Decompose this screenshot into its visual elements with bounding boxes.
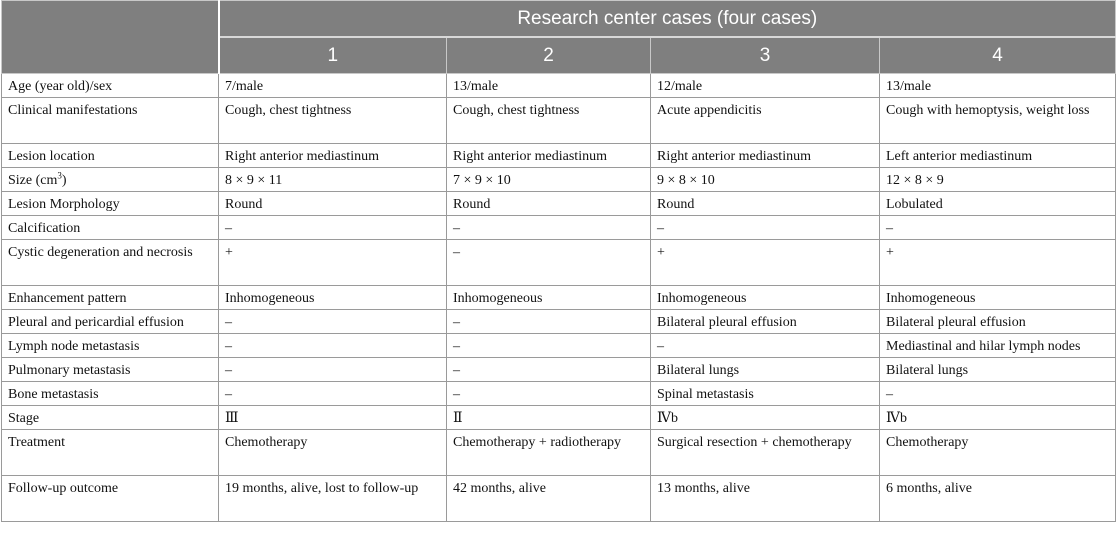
- row-label: Calcification: [2, 216, 219, 240]
- row-label: Enhancement pattern: [2, 286, 219, 310]
- cell-case-1: +: [219, 240, 447, 286]
- row-label: Pleural and pericardial effusion: [2, 310, 219, 334]
- cell-case-4: Bilateral pleural effusion: [880, 310, 1116, 334]
- cell-case-2: 13/male: [447, 74, 651, 98]
- row-stage: [2, 406, 1116, 430]
- row-pulmonary-metastasis: [2, 358, 1116, 382]
- row-size: [2, 168, 1116, 192]
- row-lesion-morphology: [2, 192, 1116, 216]
- cell-case-2: Inhomogeneous: [447, 286, 651, 310]
- row-label-superscript: 3: [57, 170, 62, 181]
- cell-case-3: Inhomogeneous: [651, 286, 880, 310]
- row-label: Age (year old)/sex: [2, 74, 219, 98]
- cell-case-1: –: [219, 216, 447, 240]
- row-follow-up-outcome: [2, 476, 1116, 522]
- row-label: Lesion Morphology: [2, 192, 219, 216]
- row-label-suffix: ): [61, 173, 67, 188]
- header-corner: [2, 1, 219, 74]
- row-label: Lesion location: [2, 144, 219, 168]
- cell-case-2: Ⅱ: [447, 406, 651, 430]
- cell-case-2: –: [447, 382, 651, 406]
- cell-case-2: Cough, chest tightness: [447, 98, 651, 144]
- cell-case-2: Round: [447, 192, 651, 216]
- cell-case-4: 6 months, alive: [880, 476, 1116, 522]
- cell-case-3: Bilateral lungs: [651, 358, 880, 382]
- cell-case-3: 13 months, alive: [651, 476, 880, 522]
- row-calcification: [2, 216, 1116, 240]
- cell-case-4: Left anterior mediastinum: [880, 144, 1116, 168]
- row-label: Bone metastasis: [2, 382, 219, 406]
- row-label: Lymph node metastasis: [2, 334, 219, 358]
- cell-case-3: +: [651, 240, 880, 286]
- row-enhancement-pattern: [2, 286, 1116, 310]
- cell-case-1: Ⅲ: [219, 406, 447, 430]
- cell-case-2: Chemotherapy + radiotherapy: [447, 430, 651, 476]
- cell-case-1: –: [219, 334, 447, 358]
- cell-case-4: Bilateral lungs: [880, 358, 1116, 382]
- cell-case-1: –: [219, 382, 447, 406]
- cell-case-2: –: [447, 310, 651, 334]
- row-label: [2, 168, 219, 192]
- cell-case-3: Bilateral pleural effusion: [651, 310, 880, 334]
- cell-case-2: Right anterior mediastinum: [447, 144, 651, 168]
- row-lesion-location: [2, 144, 1116, 168]
- row-label: Follow-up outcome: [2, 476, 219, 522]
- cell-case-2: –: [447, 216, 651, 240]
- row-treatment: [2, 430, 1116, 476]
- cell-case-4: Inhomogeneous: [880, 286, 1116, 310]
- cell-case-2: –: [447, 358, 651, 382]
- case-table: [1, 0, 1116, 522]
- cell-case-1: Inhomogeneous: [219, 286, 447, 310]
- row-label-text: Size (cm: [8, 173, 58, 188]
- cell-case-4: +: [880, 240, 1116, 286]
- cell-case-1: 19 months, alive, lost to follow-up: [219, 476, 447, 522]
- cell-case-3: Acute appendicitis: [651, 98, 880, 144]
- cell-case-3: –: [651, 216, 880, 240]
- row-age-sex: [2, 74, 1116, 98]
- cell-case-3: –: [651, 334, 880, 358]
- cell-case-4: Cough with hemoptysis, weight loss: [880, 98, 1116, 144]
- cell-case-2: –: [447, 334, 651, 358]
- cell-case-1: Right anterior mediastinum: [219, 144, 447, 168]
- cell-case-4: 13/male: [880, 74, 1116, 98]
- table-header: [2, 1, 1116, 74]
- cell-case-2: –: [447, 240, 651, 286]
- cell-case-4: Mediastinal and hilar lymph nodes: [880, 334, 1116, 358]
- cell-case-3: 9 × 8 × 10: [651, 168, 880, 192]
- case-number-2: 2: [447, 37, 651, 74]
- cell-case-2: 42 months, alive: [447, 476, 651, 522]
- cell-case-4: –: [880, 382, 1116, 406]
- cell-case-1: 8 × 9 × 11: [219, 168, 447, 192]
- cell-case-1: Chemotherapy: [219, 430, 447, 476]
- row-effusion: [2, 310, 1116, 334]
- cell-case-4: Lobulated: [880, 192, 1116, 216]
- row-label: Clinical manifestations: [2, 98, 219, 144]
- cell-case-3: Spinal metastasis: [651, 382, 880, 406]
- cell-case-2: 7 × 9 × 10: [447, 168, 651, 192]
- cell-case-1: –: [219, 358, 447, 382]
- cell-case-3: Ⅳb: [651, 406, 880, 430]
- cell-case-1: –: [219, 310, 447, 334]
- row-lymph-node-metastasis: [2, 334, 1116, 358]
- row-bone-metastasis: [2, 382, 1116, 406]
- cell-case-4: Ⅳb: [880, 406, 1116, 430]
- row-label: Pulmonary metastasis: [2, 358, 219, 382]
- cell-case-3: 12/male: [651, 74, 880, 98]
- case-number-1: 1: [219, 37, 447, 74]
- cell-case-4: –: [880, 216, 1116, 240]
- cell-case-4: Chemotherapy: [880, 430, 1116, 476]
- row-clinical-manifestations: [2, 98, 1116, 144]
- row-label: Cystic degeneration and necrosis: [2, 240, 219, 286]
- row-cystic-degeneration: [2, 240, 1116, 286]
- cell-case-1: Cough, chest tightness: [219, 98, 447, 144]
- group-title: Research center cases (four cases): [219, 1, 1116, 38]
- row-label: Treatment: [2, 430, 219, 476]
- row-label: Stage: [2, 406, 219, 430]
- cell-case-3: Right anterior mediastinum: [651, 144, 880, 168]
- cell-case-3: Surgical resection + chemotherapy: [651, 430, 880, 476]
- cell-case-1: Round: [219, 192, 447, 216]
- cell-case-4: 12 × 8 × 9: [880, 168, 1116, 192]
- cell-case-1: 7/male: [219, 74, 447, 98]
- case-number-3: 3: [651, 37, 880, 74]
- cell-case-3: Round: [651, 192, 880, 216]
- case-number-4: 4: [880, 37, 1116, 74]
